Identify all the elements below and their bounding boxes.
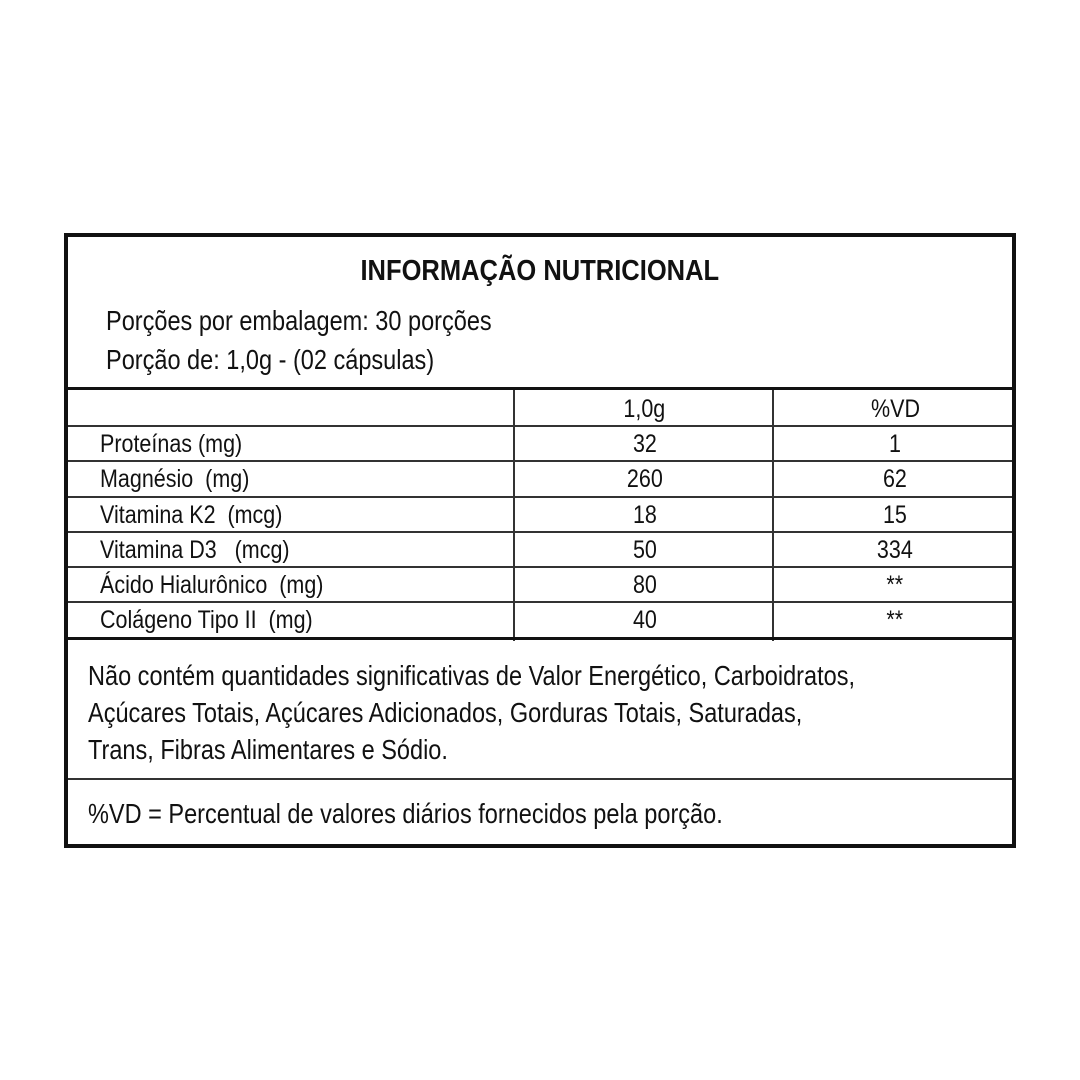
header-cell-dv: %VD xyxy=(870,395,920,423)
note-line: Não contém quantidades significativas de Valor Energético, Carboidratos, xyxy=(88,660,856,691)
table-bottom-divider xyxy=(68,637,1012,640)
nutrient-dv: ** xyxy=(886,606,904,634)
nutrient-dv: 1 xyxy=(889,430,901,458)
servings-per-package xyxy=(106,305,565,337)
nutrient-amount: 18 xyxy=(632,501,657,529)
nutrient-amount: 80 xyxy=(632,571,657,599)
nutrient-dv: ** xyxy=(886,571,904,599)
nutrient-dv: 62 xyxy=(883,465,907,493)
note-line: Trans, Fibras Alimentares e Sódio. xyxy=(88,734,448,765)
serving-size xyxy=(106,344,497,376)
nutrient-dv: 334 xyxy=(877,536,913,564)
header-divider xyxy=(68,387,1012,390)
note-line: Açúcares Totais, Açúcares Adicionados, Gorduras Totais, Saturadas, xyxy=(88,697,803,728)
label-title xyxy=(68,255,1012,288)
nutrient-amount: 40 xyxy=(632,606,657,634)
servings-per-package-text: Porções por embalagem: 30 porções xyxy=(106,305,492,336)
notes-divider xyxy=(68,778,1012,780)
nutrition-facts-panel xyxy=(64,233,1016,848)
nutrient-amount: 32 xyxy=(632,430,657,458)
header-cell-amount: 1,0g xyxy=(623,395,666,423)
nutrient-name: Proteínas (mg) xyxy=(100,430,243,458)
dv-definition-note: %VD = Percentual de valores diários fornecidos pela porção. xyxy=(88,798,723,829)
nutrient-name: Vitamina K2 (mcg) xyxy=(100,501,283,529)
nutrient-amount: 50 xyxy=(632,536,657,564)
nutrient-name: Magnésio (mg) xyxy=(100,465,250,493)
nutrient-amount: 260 xyxy=(626,465,663,493)
nutrient-name: Colágeno Tipo II (mg) xyxy=(100,606,313,634)
serving-size-text: Porção de: 1,0g - (02 cápsulas) xyxy=(106,344,435,375)
nutrient-name: Vitamina D3 (mcg) xyxy=(100,536,290,564)
nutrient-dv: 15 xyxy=(883,501,907,529)
label-title-text: INFORMAÇÃO NUTRICIONAL xyxy=(360,255,720,287)
nutrient-name: Ácido Hialurônico (mg) xyxy=(100,571,324,599)
